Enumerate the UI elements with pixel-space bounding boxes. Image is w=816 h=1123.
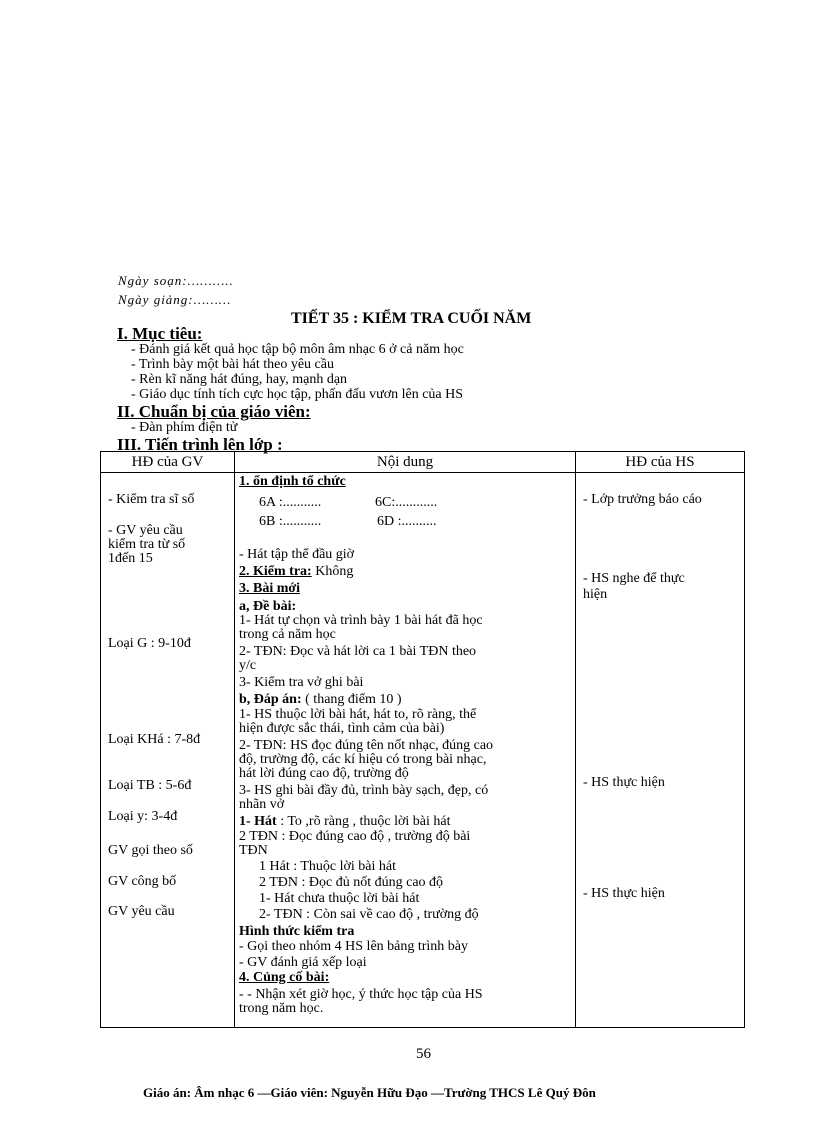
student-listen-line: hiện	[583, 587, 608, 602]
topic-line: y/c	[239, 658, 257, 673]
grade-kha: Loại KHá : 7-8đ	[108, 732, 201, 747]
student-column	[576, 473, 745, 1028]
table-row	[101, 473, 745, 1028]
student-perform: - HS thực hiện	[583, 886, 665, 901]
class-6b: 6B :...........	[259, 514, 322, 529]
sub-criterion: 1- Hát chưa thuộc lời bài hát	[259, 891, 420, 906]
form-line: - Gọi theo nhóm 4 HS lên bảng trình bày	[239, 939, 469, 954]
criterion-2-line: TĐN	[239, 843, 268, 858]
topic-heading: a, Đề bài:	[239, 599, 297, 614]
footer-text: Giáo án: Âm nhạc 6 —Giáo viên: Nguyễn Hữu Đạo —Trường THCS Lê Quý Đôn	[143, 1085, 596, 1100]
answer-heading-line	[239, 692, 402, 708]
class-6a: 6A :...........	[259, 495, 322, 510]
grade-y: Loại y: 3-4đ	[108, 809, 178, 824]
date-taught: Ngày giảng:………	[118, 292, 232, 307]
objectives-heading: I. Mục tiêu:	[117, 324, 203, 343]
procedure-heading: III. Tiến trình lên lớp :	[117, 435, 283, 454]
teacher-request-line: kiểm tra từ số	[108, 537, 186, 552]
topic-line: 1- Hát tự chọn và trình bày 1 bài hát đã học	[239, 613, 483, 628]
grade-g: Loại G : 9-10đ	[108, 636, 191, 651]
topic-line: 2- TĐN: Đọc và hát lời ca 1 bài TĐN theo	[239, 644, 477, 659]
new-lesson-heading: 3. Bài mới	[239, 581, 301, 596]
criterion-2-line: 2 TĐN : Đọc đúng cao độ , trường độ bài	[239, 829, 471, 844]
col-header-teacher: HĐ của GV	[101, 452, 235, 473]
answer-scale: ( thang điểm 10 )	[301, 692, 402, 707]
consolidate-heading: 4. Củng cố bài:	[239, 970, 330, 985]
sub-criterion: 2- TĐN : Còn sai về cao độ , trường độ	[259, 907, 479, 922]
consolidate-line: - - Nhận xét giờ học, ý thức học tập của HS	[239, 987, 483, 1002]
preparation-heading: II. Chuẩn bị của giáo viên:	[117, 402, 311, 421]
answer-line: độ, trường độ, các kí hiệu có trong bài nhạc,	[239, 752, 487, 767]
answer-line: 3- HS ghi bài đầy đủ, trình bày sạch, đẹp, có	[239, 783, 489, 798]
student-perform: - HS thực hiện	[583, 775, 665, 790]
topic-line: trong cả năm học	[239, 627, 336, 642]
sub-criterion: 2 TĐN : Đọc đủ nốt đúng cao độ	[259, 875, 444, 890]
answer-heading: b, Đáp án:	[239, 692, 302, 707]
student-monitor: - Lớp trưởng báo cáo	[583, 492, 702, 507]
teacher-column	[101, 473, 235, 1028]
consolidate-line: trong năm học.	[239, 1001, 324, 1016]
class-6d: 6D :..........	[377, 514, 437, 529]
teacher-request-line: 1đến 15	[108, 551, 153, 566]
objective-item: - Rèn kĩ năng hát đúng, hay, mạnh dạn	[131, 372, 348, 387]
form-line: - GV đánh giá xếp loại	[239, 955, 367, 970]
objective-item: - Đánh giá kết quả học tập bộ môn âm nhạc 6 ở cả năm học	[131, 342, 464, 357]
content-column	[235, 473, 576, 1028]
table-header-row	[101, 452, 745, 473]
sub-criterion: 1 Hát : Thuộc lời bài hát	[259, 859, 397, 874]
check-value: Không	[311, 564, 354, 579]
objective-item: - Trình bày một bài hát theo yêu cầu	[131, 357, 334, 372]
page-number: 56	[416, 1046, 431, 1062]
check-line	[239, 564, 353, 580]
criterion-1	[239, 814, 450, 830]
class-6c: 6C:............	[375, 495, 438, 510]
topic-line: 3- Kiểm tra vở ghi bài	[239, 675, 364, 690]
page-title: TIẾT 35 : KIỂM TRA CUỐI NĂM	[291, 310, 532, 327]
teacher-announce: GV công bố	[108, 874, 177, 889]
check-label: 2. Kiểm tra:	[239, 564, 312, 579]
objective-item: - Giáo dục tính tích cực học tập, phấn đấu vươn lên của HS	[131, 387, 464, 402]
teacher-attendance: - Kiểm tra sĩ số	[108, 492, 195, 507]
grade-tb: Loại TB : 5-6đ	[108, 778, 192, 793]
lesson-table	[100, 451, 745, 1028]
answer-line: 2- TĐN: HS đọc đúng tên nốt nhạc, đúng cao	[239, 738, 494, 753]
criterion-1-label: 1- Hát	[239, 814, 277, 829]
teacher-require: GV yêu cầu	[108, 904, 175, 919]
student-listen-line: - HS nghe để thực	[583, 571, 685, 586]
preparation-item: - Đàn phím điện tử	[131, 420, 238, 435]
answer-line: hát lời đúng cao độ, trường độ	[239, 766, 409, 781]
sing-together: - Hát tập thể đầu giờ	[239, 547, 355, 562]
teacher-request-line: - GV yêu cầu	[108, 523, 183, 538]
answer-line: hiện được sắc thái, tình cảm của bài)	[239, 721, 445, 736]
col-header-content: Nội dung	[235, 452, 576, 473]
teacher-call: GV gọi theo số	[108, 843, 193, 858]
answer-line: 1- HS thuộc lời bài hát, hát to, rõ ràng, thể	[239, 707, 477, 722]
answer-line: nhãn vở	[239, 797, 285, 812]
date-prepared: Ngày soạn:………..	[118, 273, 234, 288]
form-heading: Hình thức kiểm tra	[239, 924, 355, 939]
col-header-student: HĐ của HS	[576, 452, 745, 473]
criterion-1-text: : To ,rõ ràng , thuộc lời bài hát	[276, 814, 451, 829]
stabilize-heading: 1. ổn định tổ chức	[239, 474, 346, 489]
